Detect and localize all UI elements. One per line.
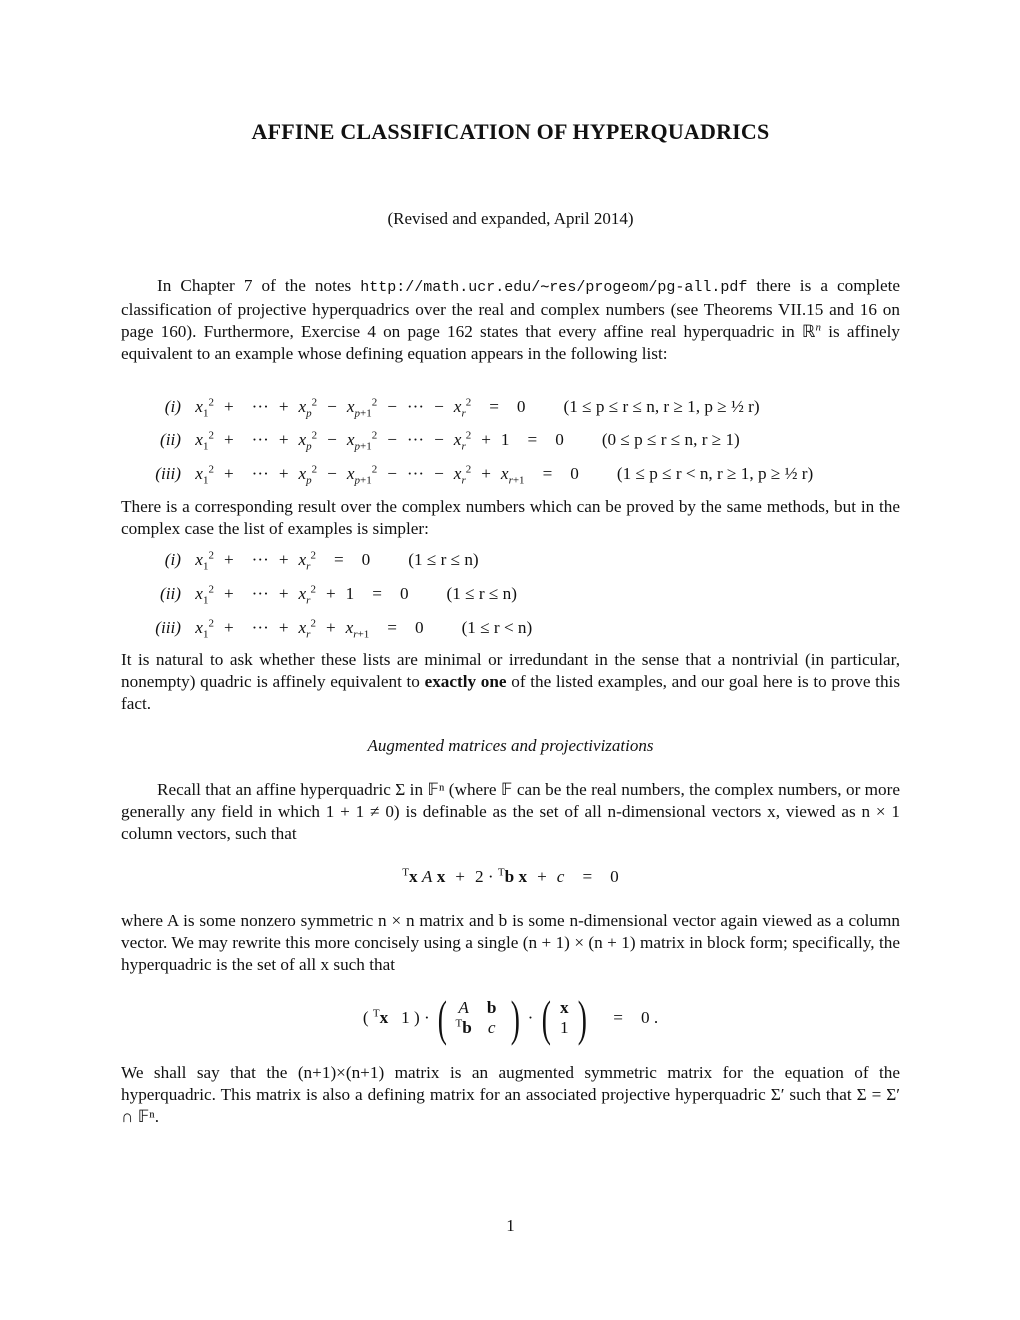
complex-equation-i: (i) $x_1^2$ + ··· + $x_r^2 = 0$ (1 ≤ r ≤ n) (121, 549, 900, 571)
complex-equation-ii: (ii) $x_1^2$ + ··· + $x_r^2 + 1 = 0$ (1 ≤ r ≤ n) (121, 583, 900, 605)
equation-condition: (1 ≤ p ≤ r ≤ n, r ≥ 1, p ≥ ½ r) (563, 397, 760, 416)
equation-condition: (0 ≤ p ≤ r ≤ n, r ≥ 1) (601, 430, 740, 449)
equation-label: (i) (164, 550, 181, 569)
equation-condition: (1 ≤ r ≤ n) (408, 550, 479, 569)
real-equation-i: (i) $x_1^2$ + ··· + $x_p^2 - x_{p+1}^2$ − ··· − $x_r^2 = 0$ (1 ≤ p ≤ r ≤ n, r ≥ 1, p ≥ ½ r) (121, 396, 900, 418)
intro-text-a: In Chapter 7 of the notes (157, 276, 361, 295)
equation-condition: (1 ≤ r ≤ n) (446, 584, 517, 603)
recall-paragraph: Recall that an affine hyperquadric Σ in 𝔽ⁿ (where 𝔽 can be the real numbers, the complex numbers, or more generally any field in which 1 + 1 ≠ 0) is definable as the set of all n-dimensional vectors x, viewed as n × 1 column vectors, such that (121, 780, 900, 843)
real-equation-ii: (ii) $x_1^2$ + ··· + $x_p^2 - x_{p+1}^2$ − ··· − $x_r^2 + 1 = 0$ (0 ≤ p ≤ r ≤ n, r ≥ 1) (121, 429, 900, 451)
complex-intro-paragraph: There is a corresponding result over the complex numbers which can be proved by the same methods, but in the complex case the list of examples is simpler: (121, 497, 900, 538)
equation-condition: (1 ≤ r < n) (461, 618, 533, 637)
emphasis-exactly-one: exactly one (424, 672, 507, 691)
equation-label: (i) (164, 397, 181, 416)
block-matrix-equation: ( $^T$x 1 ) · ( A b $^T$b c ) · ( x 1 ) = 0 . (362, 990, 659, 1046)
intro-text-c: is affinely equivalent to an example whose defining equation appears in the following list: (121, 322, 900, 363)
intro-text-b: there is a complete classification of projective hyperquadrics over the real and complex numbers (see Theorems VII.15 and 16 on page 160). Furthermore, Exercise 4 on page 162 states that every affine real hyperquadric in (121, 276, 900, 341)
section-heading: Augmented matrices and projectivizations (367, 736, 654, 755)
page-title: AFFINE CLASSIFICATION OF HYPERQUADRICS (251, 119, 770, 144)
intro-paragraph (121, 275, 900, 365)
quadric-equation: $^T$x A x + 2 · $^T$b x + c = 0 (402, 866, 619, 886)
complex-equation-iii: (iii) $x_1^2$ + ··· + $x_r^2 + x_{r+1} = 0$ (1 ≤ r < n) (121, 617, 900, 639)
equation-label: (ii) (160, 584, 181, 603)
equation-label: (iii) (155, 464, 181, 483)
real-equation-iii: (iii) $x_1^2$ + ··· + $x_p^2 - x_{p+1}^2$ − ··· − $x_r^2 + x_{r+1} = 0$ (1 ≤ p ≤ r < n, r ≥ 1, p ≥ ½ r) (121, 463, 900, 485)
page-number: 1 (506, 1216, 515, 1235)
rn-symbol: ℝ$^n$ (801, 321, 822, 341)
closing-paragraph: We shall say that the (n+1)×(n+1) matrix is an augmented symmetric matrix for the equation of the hyperquadric. This matrix is also a defining matrix for an associated projective hyperquadric Σ′ such that Σ = Σ′ ∩ 𝔽ⁿ. (121, 1063, 900, 1126)
notes-url[interactable]: http://math.ucr.edu/∼res/progeom/pg-all.pdf (360, 279, 748, 296)
equation-label: (iii) (155, 618, 181, 637)
natural-text-b: of the listed examples, and our goal here is to prove this fact. (121, 672, 901, 713)
natural-paragraph (121, 649, 900, 715)
where-paragraph: where A is some nonzero symmetric n × n matrix and b is some n-dimensional vector again viewed as a column vector. We may rewrite this more concisely using a single (n + 1) × (n + 1) matrix in block form; specifically, the hyperquadric is the set of all x such that (121, 911, 900, 974)
equation-condition: (1 ≤ p ≤ r < n, r ≥ 1, p ≥ ½ r) (616, 464, 814, 483)
subtitle: (Revised and expanded, April 2014) (387, 209, 634, 228)
equation-label: (ii) (160, 430, 181, 449)
natural-text-a: It is natural to ask whether these lists are minimal or irredundant in the sense that a nontrivial (in particular, nonempty) quadric is affinely equivalent to (121, 650, 900, 691)
